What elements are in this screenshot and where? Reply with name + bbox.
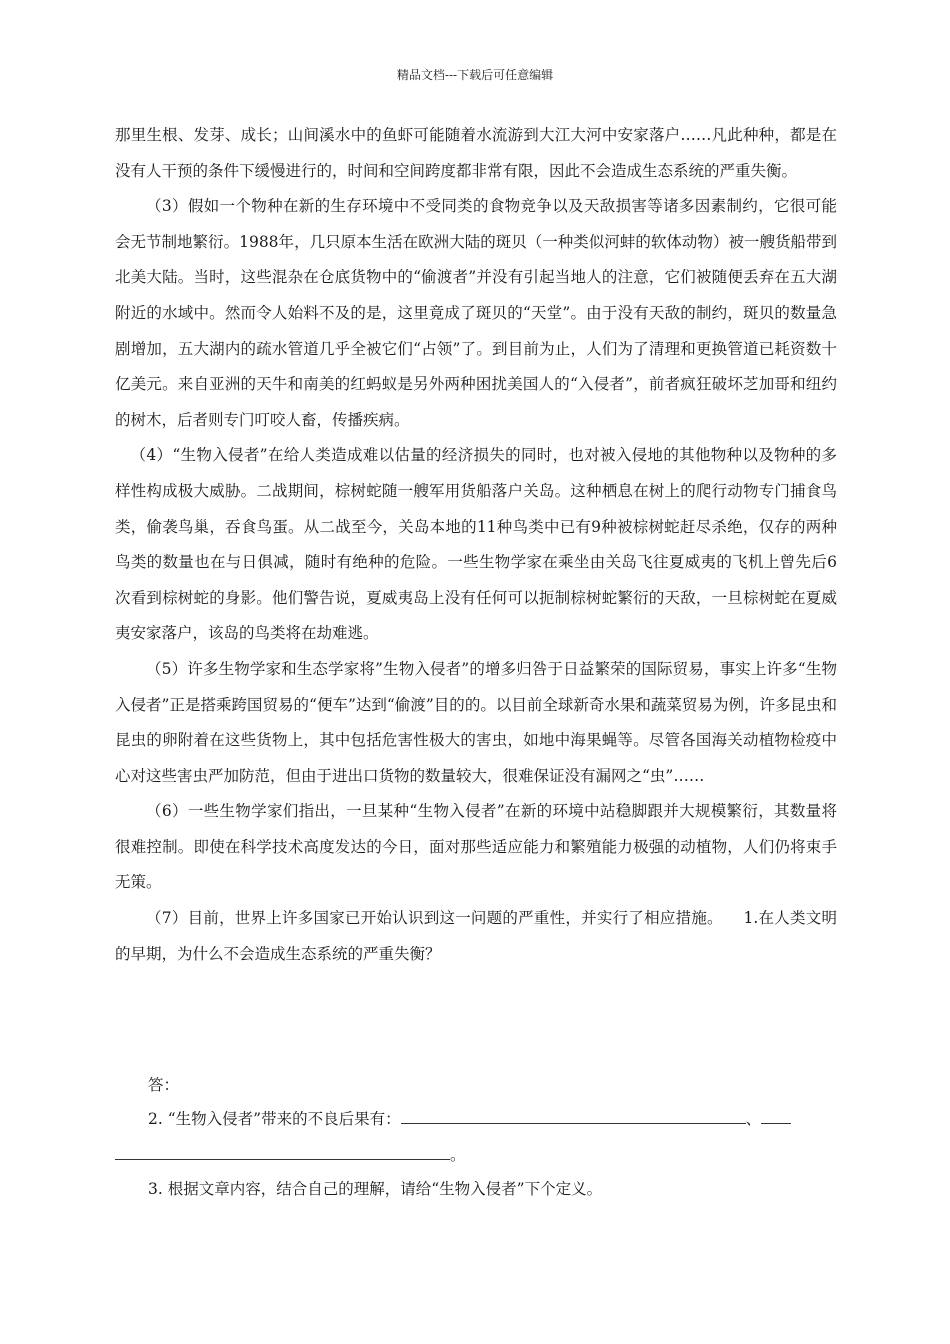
question-3-text: 3. 根据文章内容，结合自己的理解，请给“生物入侵者”下个定义。	[148, 1180, 603, 1198]
answer-label: 答：	[148, 1076, 180, 1094]
question-2-text: 2. “生物入侵者”带来的不良后果有：	[148, 1110, 401, 1128]
paragraph-7-text: （7）目前，世界上许多国家已开始认识到这一问题的严重性，并实行了相应措施。	[146, 909, 723, 928]
question-2	[148, 1102, 838, 1138]
blank-end: 。	[450, 1146, 466, 1164]
article-body	[115, 118, 837, 972]
paragraph-6: （6）一些生物学家们指出，一旦某种“生物入侵者”在新的环境中站稳脚跟并大规模繁衍，其数量将很难控制。即使在科学技术高度发达的今日，面对那些适应能力和繁殖能力极强的动植物，人们仍将束手无策。	[115, 802, 837, 892]
page-header: 精品文档---下载后可任意编辑	[396, 68, 554, 82]
answer-blank-2a[interactable]	[401, 1105, 746, 1124]
answer-1	[148, 1068, 838, 1104]
paragraph-7	[115, 901, 837, 972]
paragraph-5: （5）许多生物学家和生态学家将”生物入侵者”的增多归咎于日益繁荣的国际贸易，事实上许多“生物入侵者”正是搭乘跨国贸易的“便车”达到“偷渡”目的的。以目前全球新奇水果和蔬菜贸易为例，许多昆虫和昆虫的卵附着在这些货物上，其中包括危害性极大的害虫，如地中海果蝇等。尽管各国海关动植物检疫中心对这些害虫严加防范，但由于进出口货物的数量较大，很难保证没有漏网之“虫”……	[115, 659, 837, 785]
question-3	[148, 1172, 838, 1208]
paragraph-continuation: 那里生根、发芽、成长；山间溪水中的鱼虾可能随着水流游到大江大河中安家落户……凡此种种，都是在没有人干预的条件下缓慢进行的，时间和空间跨度都非常有限，因此不会造成生态系统的严重失衡。	[115, 126, 837, 180]
paragraph-4: （4）“生物入侵者”在给人类造成难以估量的经济损失的同时，也对被入侵地的其他物种以及物种的多样性构成极大威胁。二战期间，棕树蛇随一艘军用货船落户关岛。这种栖息在树上的爬行动物专门捕食鸟类，偷袭鸟巢，吞食鸟蛋。从二战至今，关岛本地的11种鸟类中已有9种被棕树蛇赶尽杀绝，仅存的两种鸟类的数量也在与日俱减，随时有绝种的危险。一些生物学家在乘坐由关岛飞往夏威夷的飞机上曾先后6次看到棕树蛇的身影。他们警告说，夏威夷岛上没有任何可以扼制棕树蛇繁衍的天敌，一旦棕树蛇在夏威夷安家落户，该岛的鸟类将在劫难逃。	[115, 446, 837, 643]
question-2-continuation	[115, 1138, 466, 1174]
blank-separator: 、	[745, 1110, 762, 1128]
answer-blank-2b[interactable]	[761, 1105, 791, 1124]
question-1: 1.在人类文明的早期，为什么不会造成生态系统的严重失衡？	[115, 909, 837, 963]
paragraph-3: （3）假如一个物种在新的生存环境中不受同类的食物竞争以及天敌损害等诸多因素制约，它很可能会无节制地繁衍。1988年，几只原本生活在欧洲大陆的斑贝（一种类似河蚌的软体动物）被一艘货船带到北美大陆。当时，这些混杂在仓底货物中的“偷渡者”并没有引起当地人的注意，它们被随便丢弃在五大湖附近的水域中。然而令人始料不及的是，这里竟成了斑贝的“天堂”。由于没有天敌的制约，斑贝的数量急剧增加，五大湖内的疏水管道几乎全被它们“占领”了。到目前为止，人们为了清理和更换管道已耗资数十亿美元。来自亚洲的天牛和南美的红蚂蚁是另外两种困扰美国人的“入侵者”，前者疯狂破坏芝加哥和纽约的树木，后者则专门叮咬人畜，传播疾病。	[115, 197, 837, 429]
answer-blank-2c[interactable]	[115, 1141, 450, 1160]
